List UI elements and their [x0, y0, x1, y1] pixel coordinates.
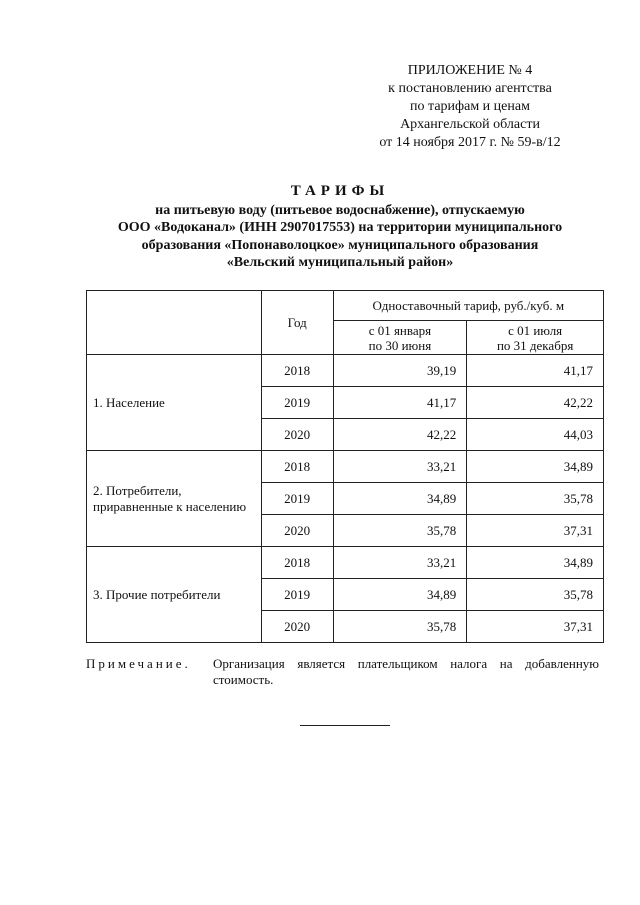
- tariff-first-half: 42,22: [333, 419, 467, 451]
- appendix-title: ПРИЛОЖЕНИЕ № 4: [407, 63, 533, 78]
- header-empty-cell: [87, 291, 262, 355]
- note-label: Примечание.: [86, 656, 191, 671]
- title-main: ТАРИФЫ: [290, 183, 390, 199]
- header-period-first-half: [333, 321, 467, 355]
- note-text: Организация является плательщиком налога на добавленную стоимость.: [213, 656, 599, 687]
- header-tariff: Одноставочный тариф, руб./куб. м: [333, 291, 603, 321]
- category-cell: [87, 451, 262, 547]
- tariff-first-half: 41,17: [333, 387, 467, 419]
- tariff-first-half: 34,89: [333, 483, 467, 515]
- category-cell: [87, 355, 262, 451]
- tariff-table: [86, 290, 604, 643]
- tariff-second-half: 34,89: [467, 547, 604, 579]
- tariff-first-half: 33,21: [333, 547, 467, 579]
- year-cell: 2018: [261, 451, 333, 483]
- tariff-second-half: 34,89: [467, 451, 604, 483]
- appendix-header: [340, 62, 600, 152]
- period-start: с 01 июля: [508, 322, 563, 338]
- period-end: по 30 июня: [368, 337, 432, 353]
- document-title: [60, 183, 620, 272]
- closing-line: [300, 725, 390, 726]
- table-row: [87, 355, 604, 387]
- year-cell: 2019: [261, 387, 333, 419]
- year-cell: 2019: [261, 579, 333, 611]
- tariff-second-half: 41,17: [467, 355, 604, 387]
- period-end: по 31 декабря: [496, 337, 574, 353]
- tariff-first-half: 35,78: [333, 515, 467, 547]
- year-cell: 2018: [261, 355, 333, 387]
- tariff-first-half: 34,89: [333, 579, 467, 611]
- title-line: на питьевую воду (питьевое водоснабжение), отпускаемую: [155, 202, 525, 218]
- year-cell: 2020: [261, 515, 333, 547]
- year-cell: 2020: [261, 419, 333, 451]
- appendix-date-line: от 14 ноября 2017 г. № 59-в/12: [379, 135, 561, 150]
- tariff-second-half: 35,78: [467, 579, 604, 611]
- category-label: приравненные к населению: [93, 498, 247, 514]
- period-start: с 01 января: [368, 322, 432, 338]
- tariff-second-half: 37,31: [467, 515, 604, 547]
- appendix-line: Архангельской области: [400, 117, 540, 132]
- title-line: «Вельский муниципальный район»: [226, 255, 454, 270]
- category-label: 2. Потребители,: [93, 482, 182, 498]
- year-cell: 2018: [261, 547, 333, 579]
- header-period-second-half: [467, 321, 604, 355]
- tariff-second-half: 37,31: [467, 611, 604, 643]
- title-line: ООО «Водоканал» (ИНН 2907017553) на территории муниципального: [117, 220, 563, 235]
- category-label: 1. Население: [93, 394, 165, 410]
- table-header-row: [87, 291, 604, 321]
- table-row: [87, 547, 604, 579]
- tariff-first-half: 35,78: [333, 611, 467, 643]
- tariff-first-half: 39,19: [333, 355, 467, 387]
- header-year: Год: [261, 291, 333, 355]
- tariff-first-half: 33,21: [333, 451, 467, 483]
- table-row: [87, 451, 604, 483]
- tariff-second-half: 42,22: [467, 387, 604, 419]
- tariff-second-half: 44,03: [467, 419, 604, 451]
- appendix-line: к постановлению агентства: [388, 81, 552, 96]
- year-cell: 2019: [261, 483, 333, 515]
- title-line: образования «Попонаволоцкое» муниципального образования: [141, 237, 539, 253]
- appendix-line: по тарифам и ценам: [410, 99, 530, 114]
- year-cell: 2020: [261, 611, 333, 643]
- category-cell: [87, 547, 262, 643]
- tariff-second-half: 35,78: [467, 483, 604, 515]
- category-label: 3. Прочие потребители: [93, 586, 221, 602]
